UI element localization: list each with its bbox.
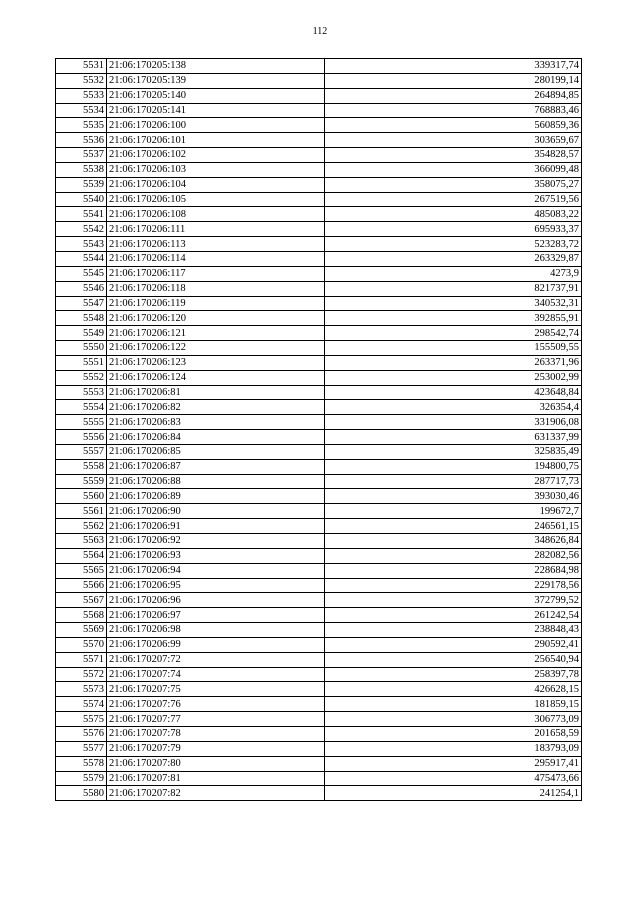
row-number-cell: 5552 bbox=[56, 370, 107, 385]
cadastral-number-cell: 21:06:170206:101 bbox=[107, 133, 325, 148]
cadastral-number-cell: 21:06:170206:87 bbox=[107, 459, 325, 474]
table-row bbox=[56, 73, 582, 88]
table-row bbox=[56, 756, 582, 771]
row-number-cell: 5562 bbox=[56, 519, 107, 534]
table-row bbox=[56, 281, 582, 296]
cadastral-number-cell: 21:06:170206:120 bbox=[107, 311, 325, 326]
page-number: 112 bbox=[312, 26, 328, 37]
row-number-cell: 5565 bbox=[56, 563, 107, 578]
table-row bbox=[56, 474, 582, 489]
table-row bbox=[56, 415, 582, 430]
table-row bbox=[56, 608, 582, 623]
cadastral-value-cell: 287717,73 bbox=[325, 474, 582, 489]
table-row bbox=[56, 177, 582, 192]
cadastral-value-cell: 263329,87 bbox=[325, 251, 582, 266]
row-number-cell: 5564 bbox=[56, 548, 107, 563]
row-number-cell: 5531 bbox=[56, 59, 107, 74]
cadastral-number-cell: 21:06:170206:123 bbox=[107, 355, 325, 370]
table-row bbox=[56, 489, 582, 504]
table-row bbox=[56, 237, 582, 252]
table-row bbox=[56, 400, 582, 415]
table-row bbox=[56, 222, 582, 237]
cadastral-value-cell: 264894,85 bbox=[325, 88, 582, 103]
cadastral-value-cell: 348626,84 bbox=[325, 534, 582, 549]
cadastral-number-cell: 21:06:170206:97 bbox=[107, 608, 325, 623]
row-number-cell: 5532 bbox=[56, 73, 107, 88]
table-row bbox=[56, 623, 582, 638]
cadastral-value-cell: 290592,41 bbox=[325, 637, 582, 652]
cadastral-number-cell: 21:06:170206:96 bbox=[107, 593, 325, 608]
cadastral-number-cell: 21:06:170206:104 bbox=[107, 177, 325, 192]
cadastral-value-cell: 4273,9 bbox=[325, 266, 582, 281]
table-row bbox=[56, 88, 582, 103]
table-row bbox=[56, 519, 582, 534]
table-row bbox=[56, 59, 582, 74]
cadastral-value-cell: 228684,98 bbox=[325, 563, 582, 578]
table-body bbox=[56, 59, 582, 801]
cadastral-number-cell: 21:06:170205:141 bbox=[107, 103, 325, 118]
cadastral-value-cell: 181859,15 bbox=[325, 697, 582, 712]
row-number-cell: 5537 bbox=[56, 148, 107, 163]
row-number-cell: 5536 bbox=[56, 133, 107, 148]
row-number-cell: 5563 bbox=[56, 534, 107, 549]
row-number-cell: 5534 bbox=[56, 103, 107, 118]
cadastral-number-cell: 21:06:170206:103 bbox=[107, 162, 325, 177]
cadastral-value-cell: 485083,22 bbox=[325, 207, 582, 222]
cadastral-number-cell: 21:06:170206:84 bbox=[107, 430, 325, 445]
cadastral-number-cell: 21:06:170206:122 bbox=[107, 341, 325, 356]
row-number-cell: 5580 bbox=[56, 786, 107, 801]
cadastral-number-cell: 21:06:170206:98 bbox=[107, 623, 325, 638]
table-row bbox=[56, 162, 582, 177]
cadastral-value-cell: 238848,43 bbox=[325, 623, 582, 638]
row-number-cell: 5535 bbox=[56, 118, 107, 133]
table-row bbox=[56, 118, 582, 133]
cadastral-value-cell: 261242,54 bbox=[325, 608, 582, 623]
cadastral-value-cell: 768883,46 bbox=[325, 103, 582, 118]
table-row bbox=[56, 459, 582, 474]
row-number-cell: 5575 bbox=[56, 712, 107, 727]
table-row bbox=[56, 355, 582, 370]
table-row bbox=[56, 192, 582, 207]
cadastral-number-cell: 21:06:170206:100 bbox=[107, 118, 325, 133]
cadastral-number-cell: 21:06:170207:72 bbox=[107, 652, 325, 667]
table-row bbox=[56, 341, 582, 356]
row-number-cell: 5578 bbox=[56, 756, 107, 771]
table-row bbox=[56, 251, 582, 266]
row-number-cell: 5570 bbox=[56, 637, 107, 652]
row-number-cell: 5549 bbox=[56, 326, 107, 341]
row-number-cell: 5555 bbox=[56, 415, 107, 430]
row-number-cell: 5550 bbox=[56, 341, 107, 356]
cadastral-number-cell: 21:06:170207:81 bbox=[107, 771, 325, 786]
table-row bbox=[56, 326, 582, 341]
cadastral-value-cell: 298542,74 bbox=[325, 326, 582, 341]
table-row bbox=[56, 430, 582, 445]
cadastral-value-cell: 201658,59 bbox=[325, 726, 582, 741]
cadastral-number-cell: 21:06:170207:74 bbox=[107, 667, 325, 682]
row-number-cell: 5545 bbox=[56, 266, 107, 281]
cadastral-number-cell: 21:06:170205:140 bbox=[107, 88, 325, 103]
cadastral-number-cell: 21:06:170206:93 bbox=[107, 548, 325, 563]
table-row bbox=[56, 652, 582, 667]
cadastral-value-cell: 194800,75 bbox=[325, 459, 582, 474]
cadastral-value-cell: 631337,99 bbox=[325, 430, 582, 445]
cadastral-value-cell: 155509,55 bbox=[325, 341, 582, 356]
cadastral-number-cell: 21:06:170207:80 bbox=[107, 756, 325, 771]
table-row bbox=[56, 148, 582, 163]
row-number-cell: 5548 bbox=[56, 311, 107, 326]
row-number-cell: 5538 bbox=[56, 162, 107, 177]
row-number-cell: 5579 bbox=[56, 771, 107, 786]
cadastral-value-cell: 358075,27 bbox=[325, 177, 582, 192]
row-number-cell: 5577 bbox=[56, 741, 107, 756]
cadastral-value-cell: 253002,99 bbox=[325, 370, 582, 385]
row-number-cell: 5566 bbox=[56, 578, 107, 593]
row-number-cell: 5554 bbox=[56, 400, 107, 415]
cadastral-number-cell: 21:06:170206:124 bbox=[107, 370, 325, 385]
cadastral-value-cell: 263371,96 bbox=[325, 355, 582, 370]
row-number-cell: 5576 bbox=[56, 726, 107, 741]
cadastral-value-cell: 241254,1 bbox=[325, 786, 582, 801]
table-row bbox=[56, 593, 582, 608]
row-number-cell: 5540 bbox=[56, 192, 107, 207]
cadastral-value-cell: 340532,31 bbox=[325, 296, 582, 311]
cadastral-value-cell: 303659,67 bbox=[325, 133, 582, 148]
cadastral-number-cell: 21:06:170206:118 bbox=[107, 281, 325, 296]
table-row bbox=[56, 726, 582, 741]
cadastral-value-cell: 229178,56 bbox=[325, 578, 582, 593]
row-number-cell: 5546 bbox=[56, 281, 107, 296]
table-row bbox=[56, 385, 582, 400]
table-row bbox=[56, 103, 582, 118]
cadastral-number-cell: 21:06:170206:85 bbox=[107, 444, 325, 459]
cadastral-number-cell: 21:06:170206:95 bbox=[107, 578, 325, 593]
cadastral-value-cell: 695933,37 bbox=[325, 222, 582, 237]
cadastral-number-cell: 21:06:170206:113 bbox=[107, 237, 325, 252]
table-row bbox=[56, 637, 582, 652]
table-row bbox=[56, 786, 582, 801]
cadastral-number-cell: 21:06:170207:78 bbox=[107, 726, 325, 741]
table-row bbox=[56, 266, 582, 281]
cadastral-number-cell: 21:06:170206:121 bbox=[107, 326, 325, 341]
cadastral-number-cell: 21:06:170206:88 bbox=[107, 474, 325, 489]
row-number-cell: 5551 bbox=[56, 355, 107, 370]
cadastral-number-cell: 21:06:170205:139 bbox=[107, 73, 325, 88]
table-row bbox=[56, 667, 582, 682]
cadastral-number-cell: 21:06:170207:79 bbox=[107, 741, 325, 756]
cadastral-value-cell: 325835,49 bbox=[325, 444, 582, 459]
row-number-cell: 5568 bbox=[56, 608, 107, 623]
cadastral-value-cell: 183793,09 bbox=[325, 741, 582, 756]
cadastral-number-cell: 21:06:170206:91 bbox=[107, 519, 325, 534]
cadastral-value-cell: 821737,91 bbox=[325, 281, 582, 296]
cadastral-number-cell: 21:06:170206:119 bbox=[107, 296, 325, 311]
cadastral-number-cell: 21:06:170206:90 bbox=[107, 504, 325, 519]
row-number-cell: 5571 bbox=[56, 652, 107, 667]
cadastral-value-table bbox=[55, 58, 582, 801]
cadastral-value-cell: 523283,72 bbox=[325, 237, 582, 252]
table-row bbox=[56, 311, 582, 326]
cadastral-number-cell: 21:06:170206:117 bbox=[107, 266, 325, 281]
cadastral-value-cell: 282082,56 bbox=[325, 548, 582, 563]
cadastral-number-cell: 21:06:170206:102 bbox=[107, 148, 325, 163]
cadastral-number-cell: 21:06:170206:99 bbox=[107, 637, 325, 652]
row-number-cell: 5557 bbox=[56, 444, 107, 459]
cadastral-number-cell: 21:06:170206:92 bbox=[107, 534, 325, 549]
row-number-cell: 5572 bbox=[56, 667, 107, 682]
cadastral-value-cell: 423648,84 bbox=[325, 385, 582, 400]
cadastral-value-cell: 326354,4 bbox=[325, 400, 582, 415]
cadastral-number-cell: 21:06:170207:77 bbox=[107, 712, 325, 727]
row-number-cell: 5533 bbox=[56, 88, 107, 103]
cadastral-value-cell: 267519,56 bbox=[325, 192, 582, 207]
cadastral-number-cell: 21:06:170206:89 bbox=[107, 489, 325, 504]
table-row bbox=[56, 548, 582, 563]
cadastral-number-cell: 21:06:170206:105 bbox=[107, 192, 325, 207]
cadastral-value-cell: 426628,15 bbox=[325, 682, 582, 697]
table-row bbox=[56, 697, 582, 712]
cadastral-value-cell: 256540,94 bbox=[325, 652, 582, 667]
row-number-cell: 5573 bbox=[56, 682, 107, 697]
row-number-cell: 5553 bbox=[56, 385, 107, 400]
cadastral-number-cell: 21:06:170206:108 bbox=[107, 207, 325, 222]
cadastral-value-cell: 295917,41 bbox=[325, 756, 582, 771]
row-number-cell: 5556 bbox=[56, 430, 107, 445]
cadastral-value-cell: 354828,57 bbox=[325, 148, 582, 163]
row-number-cell: 5541 bbox=[56, 207, 107, 222]
cadastral-value-cell: 331906,08 bbox=[325, 415, 582, 430]
row-number-cell: 5559 bbox=[56, 474, 107, 489]
row-number-cell: 5539 bbox=[56, 177, 107, 192]
table-row bbox=[56, 741, 582, 756]
cadastral-number-cell: 21:06:170207:82 bbox=[107, 786, 325, 801]
table-row bbox=[56, 370, 582, 385]
cadastral-number-cell: 21:06:170206:111 bbox=[107, 222, 325, 237]
table-row bbox=[56, 444, 582, 459]
cadastral-value-cell: 199672,7 bbox=[325, 504, 582, 519]
row-number-cell: 5543 bbox=[56, 237, 107, 252]
row-number-cell: 5560 bbox=[56, 489, 107, 504]
table-row bbox=[56, 578, 582, 593]
cadastral-number-cell: 21:06:170206:82 bbox=[107, 400, 325, 415]
cadastral-number-cell: 21:06:170206:81 bbox=[107, 385, 325, 400]
cadastral-value-cell: 475473,66 bbox=[325, 771, 582, 786]
table-row bbox=[56, 296, 582, 311]
table-row bbox=[56, 133, 582, 148]
cadastral-value-cell: 339317,74 bbox=[325, 59, 582, 74]
cadastral-value-cell: 560859,36 bbox=[325, 118, 582, 133]
table-row bbox=[56, 771, 582, 786]
row-number-cell: 5542 bbox=[56, 222, 107, 237]
cadastral-number-cell: 21:06:170206:94 bbox=[107, 563, 325, 578]
row-number-cell: 5567 bbox=[56, 593, 107, 608]
table-row bbox=[56, 207, 582, 222]
row-number-cell: 5561 bbox=[56, 504, 107, 519]
cadastral-value-cell: 393030,46 bbox=[325, 489, 582, 504]
table-row bbox=[56, 682, 582, 697]
cadastral-value-cell: 258397,78 bbox=[325, 667, 582, 682]
row-number-cell: 5547 bbox=[56, 296, 107, 311]
cadastral-number-cell: 21:06:170206:83 bbox=[107, 415, 325, 430]
cadastral-value-cell: 280199,14 bbox=[325, 73, 582, 88]
cadastral-value-cell: 392855,91 bbox=[325, 311, 582, 326]
cadastral-number-cell: 21:06:170206:114 bbox=[107, 251, 325, 266]
cadastral-number-cell: 21:06:170205:138 bbox=[107, 59, 325, 74]
table-row bbox=[56, 712, 582, 727]
cadastral-value-cell: 306773,09 bbox=[325, 712, 582, 727]
table-row bbox=[56, 534, 582, 549]
row-number-cell: 5544 bbox=[56, 251, 107, 266]
table-row bbox=[56, 563, 582, 578]
cadastral-number-cell: 21:06:170207:75 bbox=[107, 682, 325, 697]
row-number-cell: 5558 bbox=[56, 459, 107, 474]
cadastral-value-cell: 372799,52 bbox=[325, 593, 582, 608]
cadastral-number-cell: 21:06:170207:76 bbox=[107, 697, 325, 712]
row-number-cell: 5574 bbox=[56, 697, 107, 712]
cadastral-value-cell: 246561,15 bbox=[325, 519, 582, 534]
cadastral-value-cell: 366099,48 bbox=[325, 162, 582, 177]
row-number-cell: 5569 bbox=[56, 623, 107, 638]
table-row bbox=[56, 504, 582, 519]
